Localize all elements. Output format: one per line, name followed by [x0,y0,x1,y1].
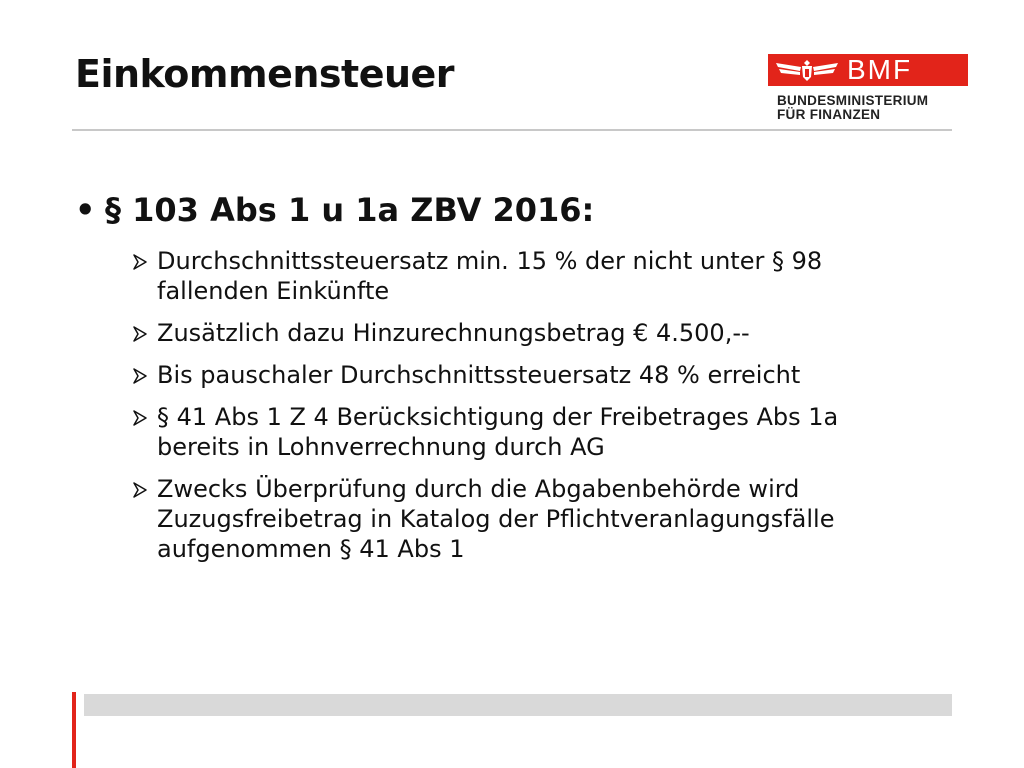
sub-bullet [130,360,970,390]
sub-bullet [130,474,970,564]
bullet-dot: • [75,191,96,229]
logo-line-2: FÜR FINANZEN [777,107,881,122]
main-bullet [75,190,594,230]
footer-red-bar [72,692,76,768]
sub-bullet-list [130,246,970,576]
sub-bullet-line: Zusätzlich dazu Hinzurechnungsbetrag € 4.500,-- [157,319,750,347]
sub-bullet-line: Bis pauschaler Durchschnittssteuersatz 48 % erreicht [157,361,801,389]
footer-gray-bar [84,694,952,716]
arrow-bullet-icon [132,254,148,270]
sub-bullet-line: aufgenommen § 41 Abs 1 [157,535,465,563]
sub-bullet-line: Durchschnittssteuersatz min. 15 % der nicht unter § 98 [157,247,823,275]
sub-bullet-line: Zwecks Überprüfung durch die Abgabenbehörde wird [157,475,800,503]
main-bullet-text: § 103 Abs 1 u 1a ZBV 2016: [105,191,595,229]
sub-bullet [130,246,970,306]
logo-ministry-name [777,94,928,122]
sub-bullet-line: § 41 Abs 1 Z 4 Berücksichtigung der Freibetrages Abs 1a [157,403,839,431]
sub-bullet [130,318,970,348]
title-divider [72,129,952,131]
logo-abbreviation: BMF [847,54,913,85]
sub-bullet-line: bereits in Lohnverrechnung durch AG [157,433,605,461]
bmf-logo [768,54,968,124]
arrow-bullet-icon [132,482,148,498]
logo-line-1: BUNDESMINISTERIUM [777,93,929,108]
arrow-bullet-icon [132,368,148,384]
arrow-bullet-icon [132,410,148,426]
logo-red-bar [768,54,968,86]
sub-bullet-line: fallenden Einkünfte [157,277,390,305]
eagle-icon [774,57,840,83]
sub-bullet-line: Zuzugsfreibetrag in Katalog der Pflichtveranlagungsfälle [157,505,835,533]
arrow-bullet-icon [132,326,148,342]
slide-title: Einkommensteuer [75,52,455,96]
sub-bullet [130,402,970,462]
